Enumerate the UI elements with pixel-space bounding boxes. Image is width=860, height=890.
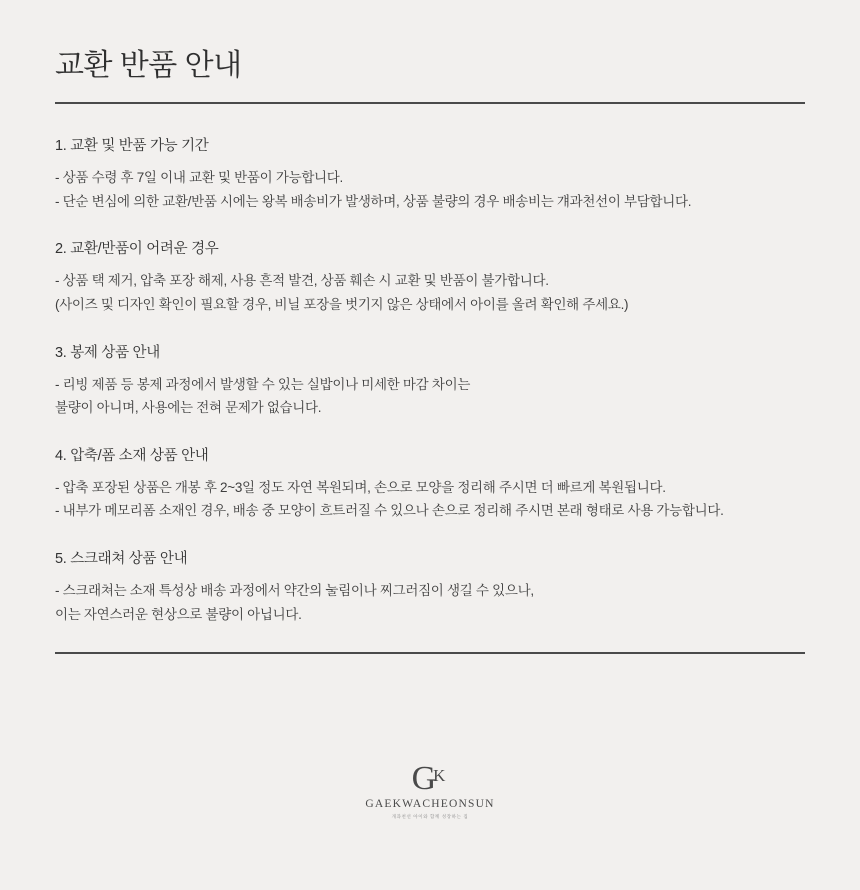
section-exchange-restrictions xyxy=(55,239,805,316)
footer-logo xyxy=(0,762,860,820)
section-line: - 단순 변심에 의한 교환/반품 시에는 왕복 배송비가 발생하며, 상품 불량의 경우 배송비는 걔과천선이 부담합니다. xyxy=(55,193,692,209)
brand-name: GAEKWACHEONSUN xyxy=(365,798,495,810)
section-compressed-foam-products xyxy=(55,446,805,523)
section-heading: 3. 봉제 상품 안내 xyxy=(55,344,160,361)
section-scratcher-products xyxy=(55,549,805,626)
section-heading: 5. 스크래쳐 상품 안내 xyxy=(55,551,188,568)
section-heading: 2. 교환/반품이 어려운 경우 xyxy=(55,241,219,258)
section-line: - 내부가 메모리폼 소재인 경우, 배송 중 모양이 흐트러질 수 있으나 손으로 정리해 주시면 본래 형태로 사용 가능합니다. xyxy=(55,503,724,519)
bottom-divider xyxy=(55,652,805,654)
section-line: - 스크래쳐는 소재 특성상 배송 과정에서 약간의 눌림이나 찌그러짐이 생길 수 있으나, xyxy=(55,583,534,599)
section-sewn-products xyxy=(55,343,805,420)
monogram-letter-g: G xyxy=(411,760,437,797)
section-heading: 4. 압축/폼 소재 상품 안내 xyxy=(55,447,209,464)
section-line: - 압축 포장된 상품은 개봉 후 2~3일 정도 자연 복원되며, 손으로 모양을 정리해 주시면 더 빠르게 복원됩니다. xyxy=(55,479,666,495)
section-line: 이는 자연스러운 현상으로 불량이 아닙니다. xyxy=(55,606,302,622)
section-heading: 1. 교환 및 반품 가능 기간 xyxy=(55,138,209,154)
section-line: 불량이 아니며, 사용에는 전혀 문제가 없습니다. xyxy=(55,400,322,416)
brand-monogram-icon xyxy=(400,762,460,796)
monogram-letter-k: K xyxy=(433,766,446,785)
section-exchange-period xyxy=(55,136,805,213)
page-title: 교환 반품 안내 xyxy=(55,49,242,82)
top-divider xyxy=(55,102,805,104)
section-line: - 상품 수령 후 7일 이내 교환 및 반품이 가능합니다. xyxy=(55,170,343,186)
section-line: - 리빙 제품 등 봉제 과정에서 발생할 수 있는 실밥이나 미세한 마감 차이는 xyxy=(55,376,471,392)
brand-tagline: 개과천선 아이와 함께 성장하는 집 xyxy=(391,814,469,819)
section-line: - 상품 택 제거, 압축 포장 해제, 사용 흔적 발견, 상품 훼손 시 교환 및 반품이 불가합니다. xyxy=(55,273,549,289)
section-line: (사이즈 및 디자인 확인이 필요할 경우, 비닐 포장을 벗기지 않은 상태에서 아이를 올려 확인해 주세요.) xyxy=(55,296,629,312)
